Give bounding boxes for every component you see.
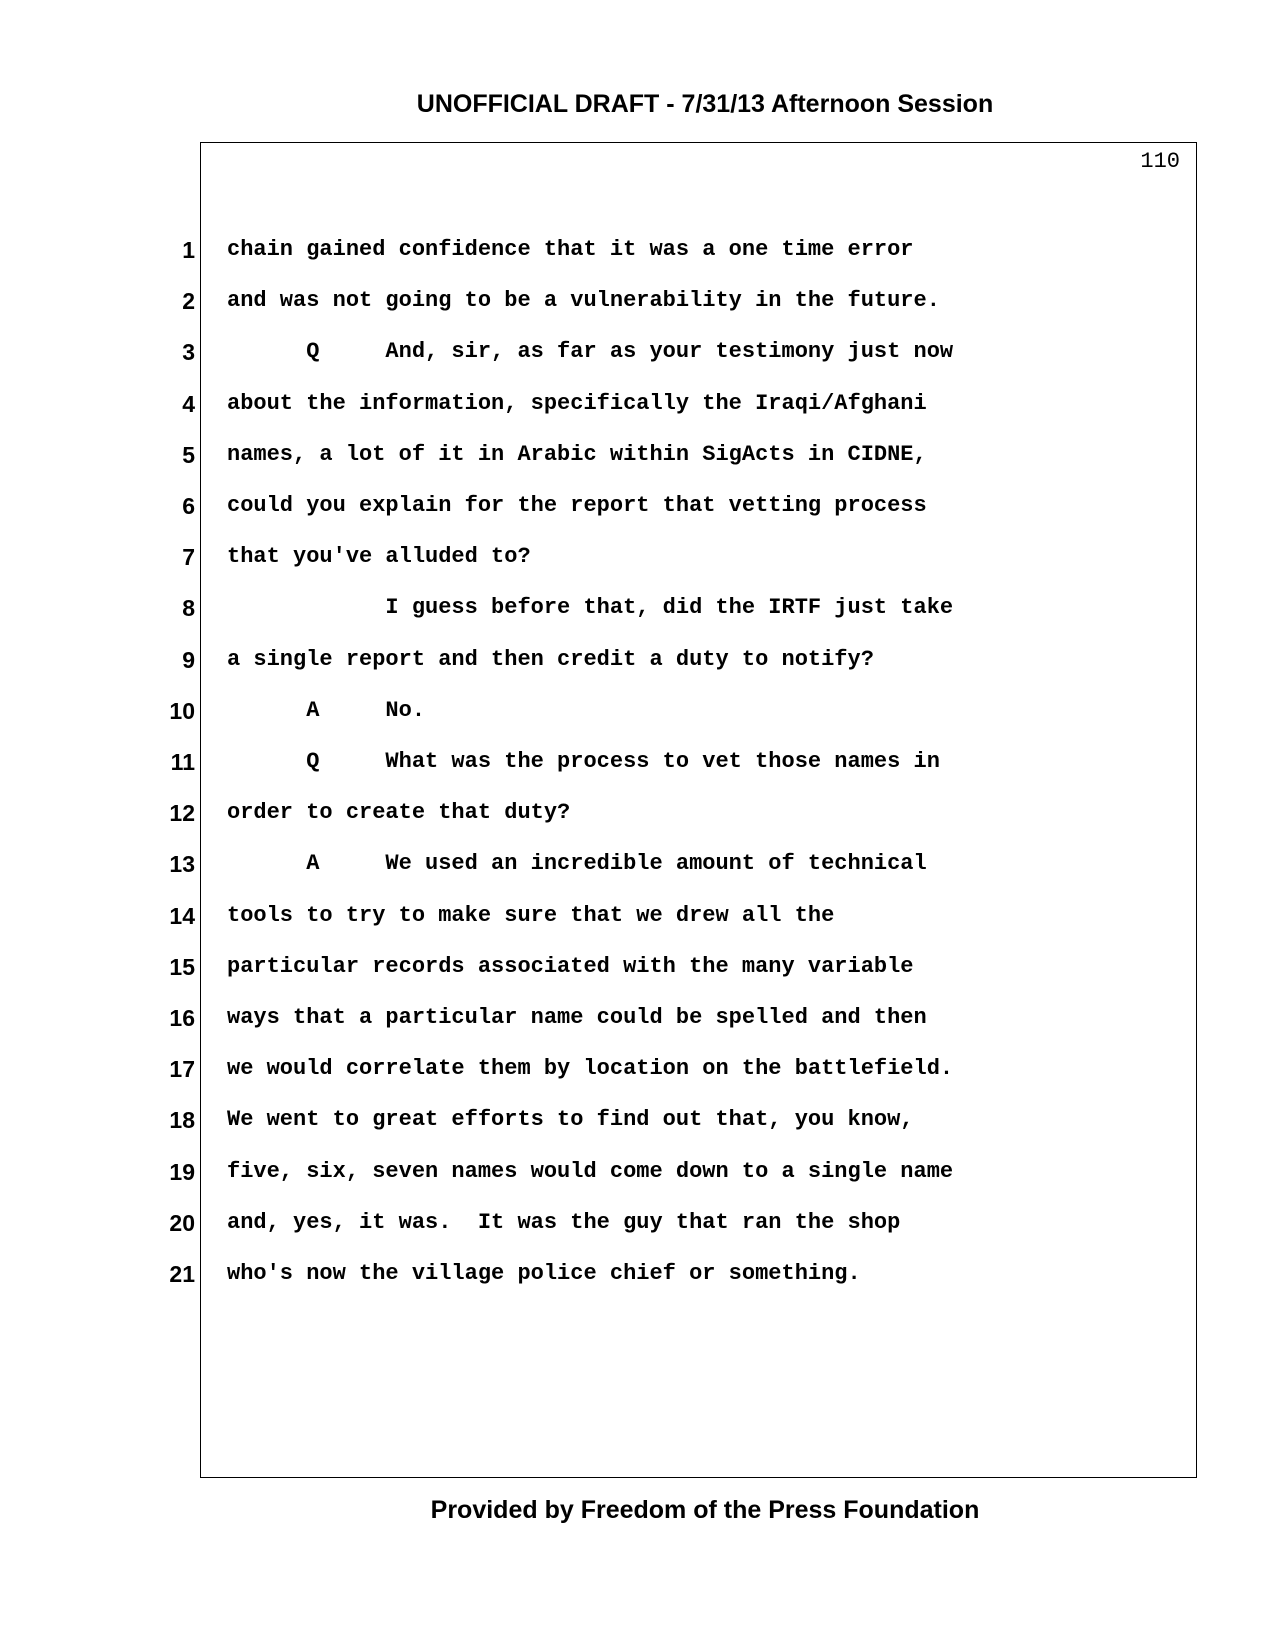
- transcript-line: we would correlate them by location on the battlefield.: [227, 1056, 954, 1082]
- transcript-line: I guess before that, did the IRTF just take: [227, 595, 954, 621]
- line-number: 16: [169, 1005, 195, 1031]
- transcript-line: five, six, seven names would come down to a single name: [227, 1158, 954, 1184]
- line-number: 2: [182, 288, 195, 315]
- transcript-line: who's now the village police chief or something.: [227, 1261, 861, 1286]
- line-number: 11: [170, 749, 195, 775]
- transcript-line: and, yes, it was. It was the guy that ran the shop: [227, 1209, 901, 1235]
- line-number: 21: [169, 1261, 195, 1287]
- line-number: 5: [182, 441, 195, 468]
- line-number: 7: [182, 544, 195, 571]
- transcript-line: A No.: [227, 697, 426, 723]
- transcript-line: chain gained confidence that it was a one time error: [227, 237, 914, 262]
- page-number: 110: [1140, 149, 1180, 174]
- transcript-line: A We used an incredible amount of technical: [227, 851, 927, 877]
- transcript-line: and was not going to be a vulnerability in the future.: [227, 288, 940, 314]
- line-number: 3: [182, 339, 195, 366]
- transcript-line: that you've alluded to?: [227, 544, 531, 570]
- transcript-line: could you explain for the report that vetting process: [227, 493, 927, 518]
- transcript-line: names, a lot of it in Arabic within SigActs in CIDNE,: [227, 441, 927, 467]
- line-number: 4: [182, 390, 195, 417]
- line-number: 13: [169, 851, 195, 878]
- line-number: 15: [169, 953, 195, 980]
- transcript-line: a single report and then credit a duty to notify?: [227, 646, 874, 672]
- transcript-line: particular records associated with the many variable: [227, 953, 914, 979]
- line-number: 10: [169, 697, 195, 724]
- transcript-line: Q What was the process to vet those names in: [227, 749, 940, 774]
- line-number: 20: [169, 1209, 195, 1236]
- line-number: 19: [169, 1158, 195, 1185]
- line-number: 6: [182, 493, 195, 519]
- line-number: 8: [182, 595, 195, 622]
- line-number: 1: [182, 237, 195, 263]
- line-number: 9: [182, 646, 195, 673]
- line-number: 18: [169, 1107, 195, 1134]
- transcript-line: about the information, specifically the Iraqi/Afghani: [227, 390, 927, 416]
- transcript-line: ways that a particular name could be spelled and then: [227, 1005, 927, 1030]
- line-number: 17: [169, 1056, 195, 1083]
- transcript-line: Q And, sir, as far as your testimony just now: [227, 339, 954, 365]
- document-footer: Provided by Freedom of the Press Foundation: [430, 1496, 980, 1524]
- line-number: 12: [169, 800, 195, 827]
- transcript-line: tools to try to make sure that we drew all the: [227, 902, 835, 928]
- transcript-line: We went to great efforts to find out that, you know,: [227, 1107, 914, 1133]
- line-number: 14: [169, 902, 195, 929]
- document-header: UNOFFICIAL DRAFT - 7/31/13 Afternoon Session: [416, 90, 994, 118]
- transcript-line: order to create that duty?: [227, 800, 571, 826]
